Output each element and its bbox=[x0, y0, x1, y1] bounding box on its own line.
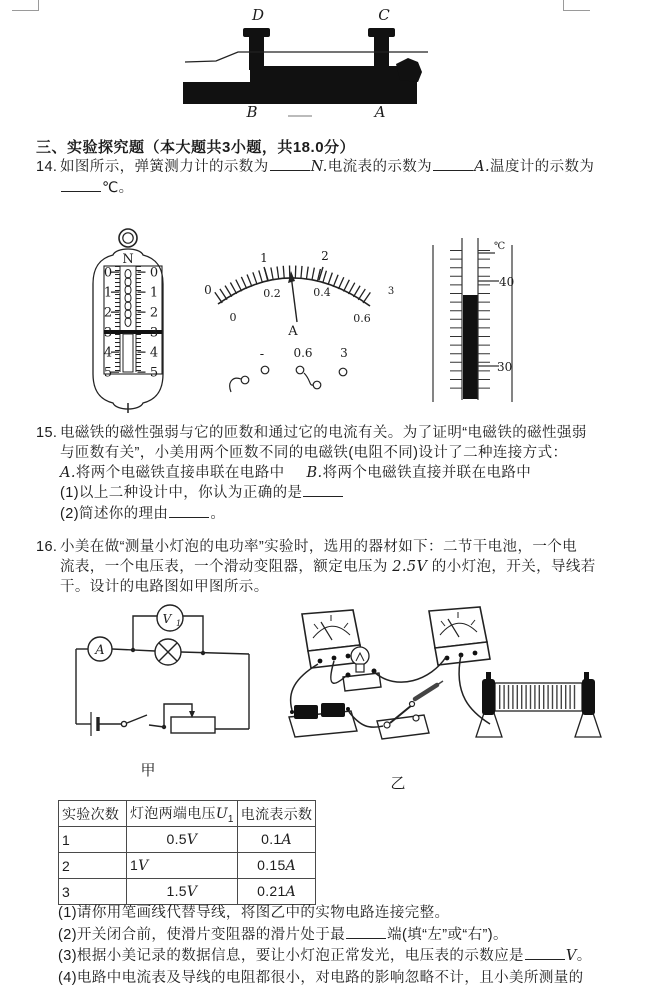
post-d bbox=[249, 37, 264, 70]
q15-number: 15. bbox=[36, 425, 58, 441]
thermometer-unit: ℃ bbox=[494, 241, 506, 252]
ammeter-device bbox=[429, 607, 490, 665]
svg-text:3: 3 bbox=[387, 286, 395, 297]
terminal-minus bbox=[241, 376, 249, 384]
header-trial: 实验次数 bbox=[59, 801, 127, 827]
rod bbox=[123, 334, 133, 372]
pen-object bbox=[415, 685, 437, 699]
post-c-cap bbox=[368, 28, 395, 37]
header-current: 电流表示数 bbox=[237, 801, 316, 827]
terminal-3 bbox=[339, 368, 347, 376]
q14-text2: 电流表的示数为 bbox=[327, 159, 433, 175]
svg-text:30: 30 bbox=[497, 360, 513, 374]
apparatus-drawing bbox=[183, 28, 428, 116]
q14-line1 bbox=[36, 157, 594, 178]
svg-text:0.4: 0.4 bbox=[313, 286, 331, 299]
instruments-figure bbox=[75, 222, 535, 414]
q14-unit-a: A. bbox=[474, 159, 490, 175]
svg-text:0.6: 0.6 bbox=[293, 346, 313, 360]
voltmeter-subscript: 1 bbox=[176, 619, 182, 628]
label-d: D bbox=[251, 6, 265, 24]
sub-question-4: (4)电路中电流表及导线的电阻都很小，对电路的影响忽略不计，且小美所测量的 bbox=[58, 969, 584, 986]
thermometer-labels bbox=[494, 241, 514, 374]
q14-text3: 温度计的示数为 bbox=[489, 159, 595, 175]
svg-text:40: 40 bbox=[499, 275, 515, 289]
q15-blank-2 bbox=[169, 504, 209, 518]
needle-arrowhead bbox=[288, 271, 295, 283]
post-d-cap bbox=[243, 28, 270, 37]
ammeter-numbers bbox=[204, 249, 394, 362]
junction-dot bbox=[131, 648, 135, 652]
svg-text:3: 3 bbox=[340, 346, 348, 360]
rheostat-device bbox=[476, 672, 601, 737]
header-voltage: 灯泡两端电压$U_1$ bbox=[127, 801, 238, 827]
sub-q2-blank bbox=[346, 925, 386, 939]
label-c: C bbox=[378, 6, 390, 24]
circuit-diagram-jia bbox=[45, 600, 290, 795]
label-b: B bbox=[246, 103, 258, 120]
table-row: 1 0.5V 0.1A bbox=[59, 827, 316, 853]
q14-unit-n: N. bbox=[310, 159, 328, 175]
switch-lever bbox=[127, 715, 147, 723]
table-row: 2 1V 0.15A bbox=[59, 853, 316, 879]
svg-text:0: 0 bbox=[103, 265, 113, 281]
table-header-row bbox=[59, 801, 316, 827]
sub-question-1: (1)请你用笔画线代替导线，将图乙中的实物电路连接完整。 bbox=[58, 905, 450, 921]
svg-text:1: 1 bbox=[260, 251, 268, 265]
svg-text:5: 5 bbox=[149, 365, 159, 381]
switch-pivot bbox=[121, 721, 126, 726]
q14-blank-2 bbox=[433, 157, 473, 171]
svg-text:2: 2 bbox=[321, 249, 329, 263]
sub-question-3: (3)根据小美记录的数据信息，要让小灯泡正常发光，电压表的示数应是 V。 bbox=[58, 948, 592, 964]
junction-dot bbox=[162, 725, 166, 729]
svg-text:0: 0 bbox=[229, 311, 237, 324]
q14-blank-3 bbox=[61, 178, 101, 192]
junction-dot bbox=[201, 651, 205, 655]
q14-line2 bbox=[36, 178, 594, 199]
clamp-blob bbox=[396, 58, 422, 82]
apparatus-photo-yi bbox=[285, 600, 659, 800]
svg-text:0.6: 0.6 bbox=[353, 312, 371, 325]
option-b-text: 将两个电磁铁直接并联在电路中 bbox=[322, 464, 532, 481]
question-14 bbox=[36, 157, 594, 199]
option-a-text: 将两个电磁铁直接串联在电路中 bbox=[75, 464, 285, 481]
svg-text:5: 5 bbox=[103, 365, 113, 381]
mercury-column bbox=[463, 295, 478, 399]
thermometer bbox=[433, 238, 515, 402]
sub-q3-blank bbox=[525, 946, 565, 960]
svg-text:0: 0 bbox=[204, 283, 212, 297]
q15-blank-1 bbox=[303, 483, 343, 497]
coil-body bbox=[250, 66, 417, 86]
corner-mark-right bbox=[563, 0, 590, 11]
svg-text:0: 0 bbox=[149, 265, 159, 281]
table-row: 3 1.5V 0.21A bbox=[59, 879, 316, 905]
svg-text:1: 1 bbox=[149, 285, 159, 301]
battery-pack bbox=[289, 703, 357, 737]
svg-text:4: 4 bbox=[103, 345, 113, 361]
svg-text:0.2: 0.2 bbox=[263, 287, 281, 300]
voltmeter-letter: V bbox=[162, 612, 172, 626]
option-a-label: A. bbox=[60, 464, 76, 481]
q16-number: 16. bbox=[36, 539, 58, 555]
q14-number: 14. bbox=[36, 159, 58, 175]
question-16: 16. 小美在做“测量小灯泡的电功率”实验时，选用的器材如下：二节干电池，一个电 流表，一个电压表，一个滑动变阻器，额定电压为 2.5V 的小灯泡，开关，导线若 干。设计的电路图如甲图所示。 bbox=[36, 539, 596, 595]
caption-jia: 甲 bbox=[140, 762, 156, 779]
terminal-06 bbox=[296, 366, 304, 374]
svg-text:3: 3 bbox=[103, 325, 113, 341]
question-15: 15. 电磁铁的磁性强弱与它的匝数和通过它的电流有关。为了证明“电磁铁的磁性强弱 与匝数有关”，小美用两个匝数不同的电磁铁(电阻不同)设计了二种连接方式： A.将两个电磁铁直接串联在电路中 B.将两个电磁铁直接并联在电路中 (1)以上二种设计中，你认为正确的是 (2)简述你的理由 。 bbox=[36, 425, 587, 523]
ammeter-letter: A bbox=[95, 643, 105, 658]
svg-text:3: 3 bbox=[149, 325, 159, 341]
rheostat-slider-wire bbox=[164, 704, 192, 727]
svg-text:2: 2 bbox=[103, 305, 113, 321]
svg-text:4: 4 bbox=[149, 345, 159, 361]
wire bbox=[185, 52, 428, 62]
sub-questions bbox=[58, 903, 592, 989]
needle bbox=[292, 279, 298, 322]
sub-question-2: (2)开关闭合前，使滑片变阻器的滑片处于最 端(填“左”或“右”)。 bbox=[58, 926, 508, 943]
figure-rheostat-apparatus bbox=[170, 2, 440, 120]
rated-voltage: 2.5V bbox=[392, 558, 428, 575]
spring-unit-label: N bbox=[122, 252, 134, 267]
post-c bbox=[374, 37, 389, 70]
hanging-ring bbox=[119, 229, 137, 247]
ammeter-unit-label: A bbox=[288, 324, 298, 339]
q14-blank-1 bbox=[270, 157, 310, 171]
section-heading: 三、实验探究题（本大题共3小题，共18.0分） bbox=[36, 139, 356, 156]
option-b-label: B. bbox=[306, 464, 323, 481]
q14-text: 如图所示，弹簧测力计的示数为 bbox=[60, 159, 269, 175]
corner-mark-left bbox=[12, 0, 39, 11]
svg-text:1: 1 bbox=[103, 285, 113, 301]
q14-unit-c: ℃。 bbox=[102, 179, 134, 196]
svg-text:-: - bbox=[259, 347, 265, 362]
data-table bbox=[58, 800, 316, 905]
caption-yi: 乙 bbox=[390, 775, 406, 792]
svg-text:2: 2 bbox=[149, 305, 159, 321]
label-a: A bbox=[374, 103, 386, 120]
rheostat-symbol bbox=[171, 717, 215, 733]
switch-device bbox=[377, 681, 443, 739]
